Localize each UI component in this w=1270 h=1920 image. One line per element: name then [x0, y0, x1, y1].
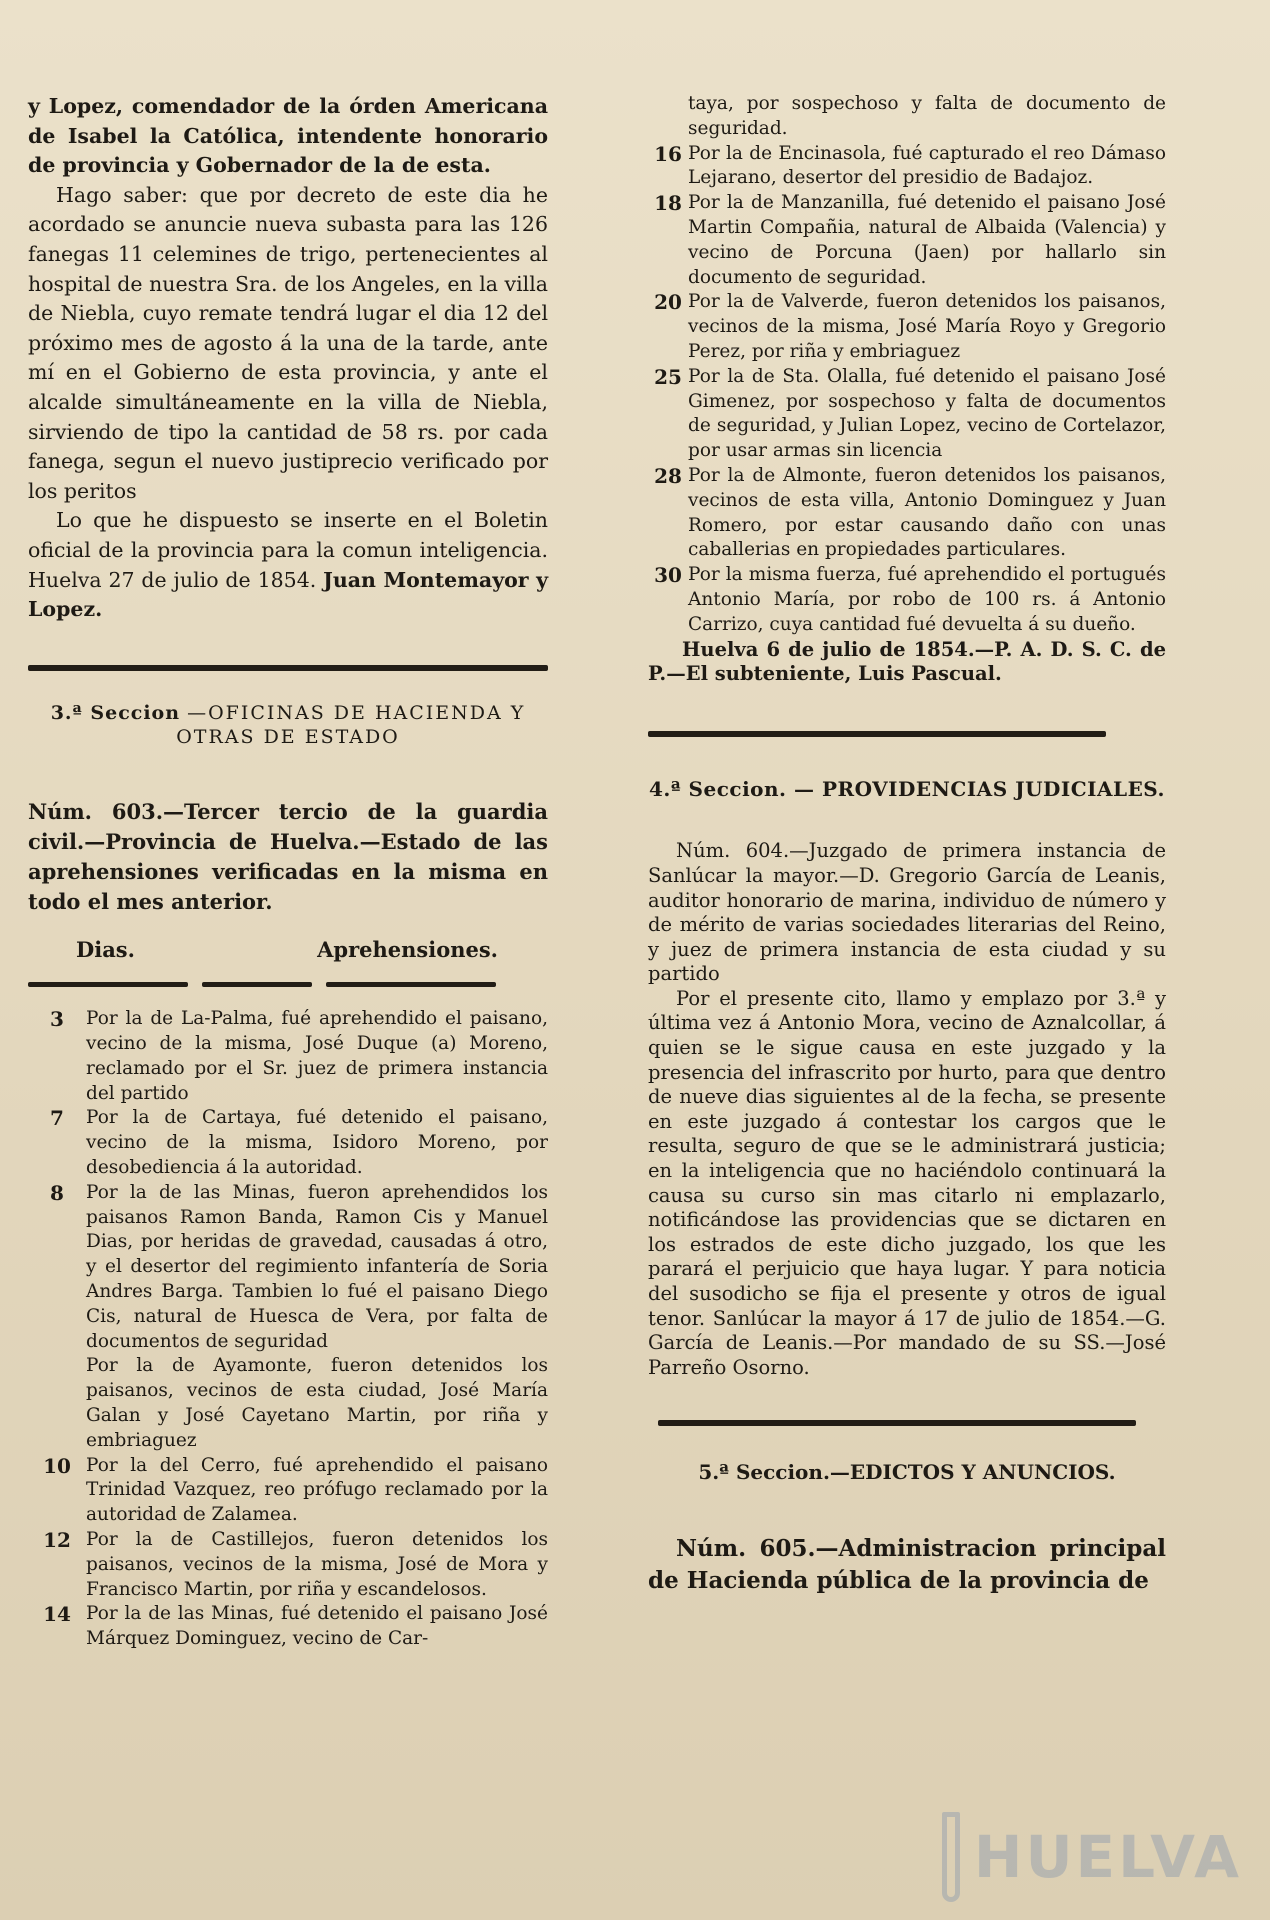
list-item: Por la de Ayamonte, fueron detenidos los paisanos, vecinos de esta ciudad, José María Galan y José Cayetano Martin, por riña y embriaguez	[86, 1355, 548, 1451]
watermark	[942, 1812, 1242, 1902]
col-aprehensiones: Aprehensiones.	[317, 936, 498, 962]
list-item: 30 Por la misma fuerza, fué aprehendido el portugués Antonio María, por robo de 100 rs. á Antonio Carrizo, cuya cantidad fué devuelta á su dueño.	[654, 563, 1166, 635]
list-item: 16 Por la de Encinasola, fué capturado el reo Dámaso Lejarano, desertor del presidio de Badajoz.	[654, 141, 1166, 189]
list-item: 20 Por la de Valverde, fueron detenidos los paisanos, vecinos de la misma, José María Royo y Gregorio Perez, por riña y embriaguez	[654, 290, 1166, 362]
section-3-title: —OFICINAS DE HACIENDA Y OTRAS DE ESTADO	[176, 701, 526, 748]
announcement-paragraph: Hago saber: que por decreto de este dia he acordado se anuncie nueva subasta para las 126 fanegas 11 celemines de trigo, pertenecientes al hospital de nuestra Sra. de los Angeles, en la villa de Niebla, cuyo remate tendrá lugar el dia 12 del próximo mes de agosto á la una de la tarde, ante mí en el Gobierno de esta provincia, y ante el alcalde simultáneamente en la villa de Niebla, sirviendo de tipo la cantidad de 58 rs. por cada fanega, segun el nuevo justiprecio verificado por los peritos	[28, 182, 548, 503]
col-dias: Dias.	[76, 936, 135, 962]
left-column	[28, 92, 548, 1652]
section-5-heading: 5.ª Seccion.—EDICTOS Y ANUNCIOS.	[698, 1460, 1116, 1485]
watermark-text: HUELVA	[973, 1823, 1242, 1891]
list-item: 12 Por la de Castillejos, fueron detenidos los paisanos, vecinos de la misma, José de Mora y Francisco Martin, por riña y escandelosos.	[43, 1528, 548, 1600]
list-item: 3 Por la de La-Palma, fué aprehendido el paisano, vecino de la misma, José Duque (a) Moreno, reclamado por el Sr. juez de primera instancia del partido	[50, 1007, 548, 1104]
list-item: 14 Por la de las Minas, fué detenido el paisano José Márquez Dominguez, vecino de Car-	[43, 1602, 548, 1650]
notice-603-heading: Núm. 603.—Tercer tercio de la guardia civil.—Provincia de Huelva.—Estado de las aprehensiones verificadas en la misma en todo el mes anterior.	[28, 798, 548, 914]
notice-604-heading: Núm. 604.—Juzgado de primera instancia de Sanlúcar la mayor.—D. Gregorio García de Leanis, auditor honorario de marina, individuo de número y de mérito de varias sociedades literarias del Reino, y juez de primera instancia de esta ciudad y su partido	[648, 839, 1166, 986]
right-column	[648, 92, 1166, 1597]
section-4-heading: 4.ª Seccion. — PROVIDENCIAS JUDICIALES.	[648, 776, 1166, 801]
table-header	[28, 935, 548, 965]
list-item: 10 Por la del Cerro, fué aprehendido el paisano Trinidad Vazquez, reo prófugo reclamado por la autoridad de Zalamea.	[43, 1453, 548, 1526]
right-entries-list	[648, 92, 1166, 638]
seal-icon	[942, 1812, 960, 1902]
intro-text: y Lopez, comendador de la órden Americana de Isabel la Católica, intendente honorario de provincia y Gobernador de la de esta.	[28, 94, 548, 178]
insertion-paragraph: Lo que he dispuesto se inserte en el Boletin oficial de la provincia para la comun inteligencia. Huelva 27 de julio de 1854. Juan Montemayor y Lopez.	[28, 508, 548, 622]
divider-rule	[648, 731, 1106, 737]
section-3-label: 3.ª Seccion	[50, 701, 181, 724]
list-item: taya, por sospechoso y falta de documento de seguridad.	[688, 93, 1166, 139]
divider-rule	[658, 1420, 1136, 1426]
list-item: 7 Por la de Cartaya, fué detenido el paisano, vecino de la misma, Isidoro Moreno, por desobediencia á la autoridad.	[50, 1106, 548, 1179]
signoff: Huelva 6 de julio de 1854.—P. A. D. S. C. de P.—El subteniente, Luis Pascual.	[648, 637, 1166, 686]
section-3-heading	[28, 701, 548, 749]
left-entries-list	[28, 1007, 548, 1652]
list-item: 8 Por la de las Minas, fueron aprehendidos los paisanos Ramon Banda, Ramon Cis y Manuel Dias, por heridas de gravedad, causadas á otro, y el desertor del regimiento infantería de Soria Andres Barga. Tambien lo fué el paisano Diego Cis, natural de Huesca de Vera, por falta de documentos de seguridad	[50, 1180, 548, 1352]
divider-rule	[28, 665, 548, 671]
list-item: 25 Por la de Sta. Olalla, fué detenido el paisano José Gimenez, por sospechoso y falta de documentos de seguridad, y Julian Lopez, vecino de Cortelazor, por usar armas sin licencia	[654, 364, 1166, 462]
list-item: 18 Por la de Manzanilla, fué detenido el paisano José Martin Compañia, natural de Albaida (Valencia) y vecino de Porcuna (Jaen) por hallarlo sin documento de seguridad.	[654, 191, 1166, 288]
list-item: 28 Por la de Almonte, fueron detenidos los paisanos, vecinos de esta villa, Antonio Dominguez y Juan Romero, por estar causando daño con unas caballerias en propiedades particulares.	[654, 463, 1166, 561]
notice-604-body: Por el presente cito, llamo y emplazo por 3.ª y última vez á Antonio Mora, vecino de Aznalcollar, á quien se le sigue causa en este juzgado y la presencia del infrascrito por hurto, para que dentro de nueve dias siguientes al de la fecha, se presente en este juzgado á contestar los cargos que le resulta, seguro de que se le administrará justicia; en la inteligencia que no haciéndolo continuará la causa su curso sin mas citarlo ni emplazarlo, notificándose las providencias que se dictaren en los estrados de este dicho juzgado, los que les parará el perjuicio que haya lugar. Y para noticia del susodicho se fija el presente y otros de igual tenor. Sanlúcar la mayor á 17 de julio de 1854.—G. García de Leanis.—Por mandado de su SS.—José Parreño Osorno.	[648, 986, 1166, 1379]
signature: Juan Montemayor y Lopez.	[28, 567, 548, 622]
table-header-rule	[28, 982, 548, 987]
notice-605-heading: Núm. 605.—Administracion principal de Hacienda pública de la provincia de	[648, 1534, 1166, 1594]
